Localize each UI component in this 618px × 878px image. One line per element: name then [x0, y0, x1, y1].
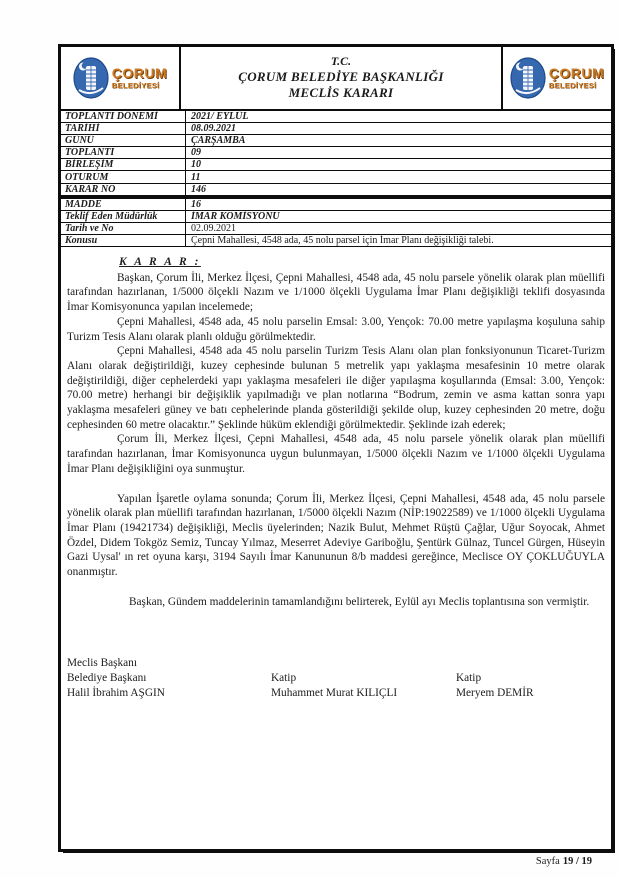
meta-label: TARİHİ	[61, 123, 186, 134]
meta-row-madde	[61, 199, 611, 211]
signature-name: Meryem DEMİR	[456, 686, 534, 699]
header-logo-cell-right	[501, 47, 611, 109]
corum-crest-icon	[510, 57, 546, 99]
signature-column-clerk-1	[271, 656, 456, 701]
meta-value: 10	[191, 159, 201, 171]
corum-municipality-logo	[73, 57, 167, 99]
logo-city-name: ÇORUM	[548, 65, 605, 82]
meta-row-toplanti-donemi	[61, 111, 611, 123]
meta-label: MADDE	[61, 199, 186, 210]
agenda-item-meta-table	[61, 199, 611, 247]
meta-row-oturum	[61, 171, 611, 183]
signature-title: Belediye Başkanı	[67, 671, 147, 684]
logo-municipality-label: BELEDİYESİ	[111, 81, 160, 91]
meta-row-birlesim	[61, 159, 611, 171]
meta-row-tarih-ve-no	[61, 223, 611, 235]
meta-label: TOPLANTI DÖNEMİ	[61, 111, 186, 122]
decision-paragraph-3: Çepni Mahallesi, 4548 ada 45 nolu parselin Turizm Tesis Alanı olan plan fonksiyonunun Ticaret-Turizm Alanı olarak değiştirildiği, kuzey cephesinde bulunan 5 metrelik yapı yaklaşma mesafesinin 10 metre olarak değiştirildiği, diğer cephelerdeki yapı yaklaşma mesafeleri ile diğer yapılaşma koşullarında (Emsal: 3.00, Yençok: 70.00 metre) herhangi bir değişiklik yapılmadığı ve plan notlarına “Bodrum, zemin ve asma kattan sonra yapı yaklaşma mesafeleri güney ve batı cephelerinde planda gösterildiği şekilde olup, kuzey cephesinden 20 metre, doğu cephesinden 60 metre olacaktır.” Şeklinde hüküm eklendiği görülmektedir. Şeklinde izah ederek;	[67, 345, 605, 431]
meta-value: 16	[191, 198, 201, 210]
meta-value: 08.09.2021	[191, 123, 236, 135]
meta-value: ÇARŞAMBA	[191, 135, 246, 147]
signature-title: Katip	[456, 671, 482, 684]
header-logo-cell-left	[61, 47, 181, 109]
meta-label: BİRLEŞİM	[61, 159, 186, 170]
signature-name: Muhammet Murat KILIÇLI	[271, 686, 398, 699]
meta-label: OTURUM	[61, 171, 186, 182]
decision-paragraph-4: Çorum İli, Merkez İlçesi, Çepni Mahallesi, 4548 ada, 45 nolu parsele yönelik olarak plan müellifi tarafından hazırlanan, İmar Komisyonunca uygun bulunmayan, 1/5000 ölçekli Nazım ve 1/1000 ölçekli Uygulama İmar Planı değişikliğini oya sunmuştur.	[67, 433, 605, 475]
signature-column-president	[67, 656, 271, 701]
signature-title: Katip	[271, 671, 297, 684]
title-republic: T.C.	[330, 54, 352, 68]
document-title-block	[181, 47, 501, 109]
meta-value: 11	[191, 171, 201, 183]
meta-row-teklif-eden	[61, 211, 611, 223]
corum-crest-icon	[73, 57, 109, 99]
logo-wordmark	[549, 66, 604, 90]
title-doc-type: MECLİS KARARI	[288, 85, 394, 100]
signature-title: Meclis Başkanı	[67, 656, 137, 669]
document-frame	[58, 44, 614, 852]
logo-municipality-label: BELEDİYESİ	[548, 81, 597, 91]
meta-value: 09	[191, 147, 201, 159]
meta-label: KARAR NO	[61, 184, 186, 195]
corum-municipality-logo	[510, 57, 604, 99]
logo-city-name: ÇORUM	[111, 65, 168, 82]
meta-value: 146	[191, 183, 206, 195]
meta-row-karar-no	[61, 184, 611, 196]
meta-label: TOPLANTI	[61, 147, 186, 158]
decision-paragraph-5: Yapılan İşaretle oylama sonunda; Çorum İli, Merkez İlçesi, Çepni Mahallesi, 4548 ada, 45 nolu parsele yönelik olarak plan müellifi tarafından hazırlanan, 1/5000 ölçekli Nazım (NİP:19022589) ve 1/1000 ölçekli Uygulama İmar Planı (19421734) değişikliği, Meclis üyelerinden; Nazik Bulut, Mehmet Rüştü Çağlar, Uğur Soyocak, Ahmet Özdel, Didem Tokgöz Semiz, Tuncay Yılmaz, Meserret Adeviye Gariboğlu, Şentürk Gülnaz, Tuncel Gürgen, Hüseyin Gazi Uysal' ın ret oyuna karşı, 3194 Sayılı İmar Kanununun 8/b maddesi gereğince, Meclisce OY ÇOKLUĞUYLA onanmıştır.	[67, 492, 605, 579]
signature-name: Halil İbrahim AŞGIN	[67, 686, 165, 699]
meta-value: Çepni Mahallesi, 4548 ada, 45 nolu parsel için İmar Planı değişikliği talebi.	[191, 234, 494, 246]
page-number-footer	[536, 856, 592, 867]
document-header	[61, 47, 611, 111]
decision-paragraph-6: Başkan, Gündem maddelerinin tamamlandığını belirterek, Eylül ayı Meclis toplantısına son vermiştir.	[129, 595, 590, 608]
meta-value: 2021/ EYLÜL	[191, 111, 249, 123]
meta-value: 02.09.2021	[191, 222, 236, 234]
meta-row-gunu	[61, 135, 611, 147]
decision-heading: K A R A R :	[119, 256, 201, 269]
decision-paragraph-2: Çepni Mahallesi, 4548 ada, 45 nolu parselin Emsal: 3.00, Yençok: 70.00 metre yapılaşma koşuluna sahip Turizm Tesis Alanı olarak planlı olduğu görülmektedir.	[67, 315, 605, 343]
meeting-meta-table	[61, 111, 611, 196]
meta-row-tarihi	[61, 123, 611, 135]
meta-row-konusu	[61, 235, 611, 247]
footer-label: Sayfa	[535, 856, 560, 867]
meta-label: GÜNÜ	[61, 135, 186, 146]
signature-column-clerk-2	[456, 656, 611, 701]
footer-page-number: 19 / 19	[562, 856, 592, 867]
meta-row-toplanti	[61, 147, 611, 159]
meta-label: Tarih ve No	[61, 223, 186, 234]
signature-block	[67, 656, 611, 701]
decision-paragraph-1: Başkan, Çorum İli, Merkez İlçesi, Çepni Mahallesi, 4548 ada, 45 nolu parsele yönelik olarak plan müellifi tarafından hazırlanan, 1/5000 ölçekli Nazım ve 1/1000 ölçekli Uygulama İmar Planı değişikliği teklifi dosyasında İmar Komisyonunca yapılan incelemede;	[67, 271, 605, 314]
meta-label: Konusu	[61, 235, 186, 246]
title-authority: ÇORUM BELEDİYE BAŞKANLIĞI	[238, 69, 444, 84]
meta-value: İMAR KOMİSYONU	[191, 210, 280, 222]
decision-body	[61, 247, 611, 609]
meta-label: Teklif Eden Müdürlük	[61, 211, 186, 222]
logo-wordmark	[112, 66, 167, 90]
